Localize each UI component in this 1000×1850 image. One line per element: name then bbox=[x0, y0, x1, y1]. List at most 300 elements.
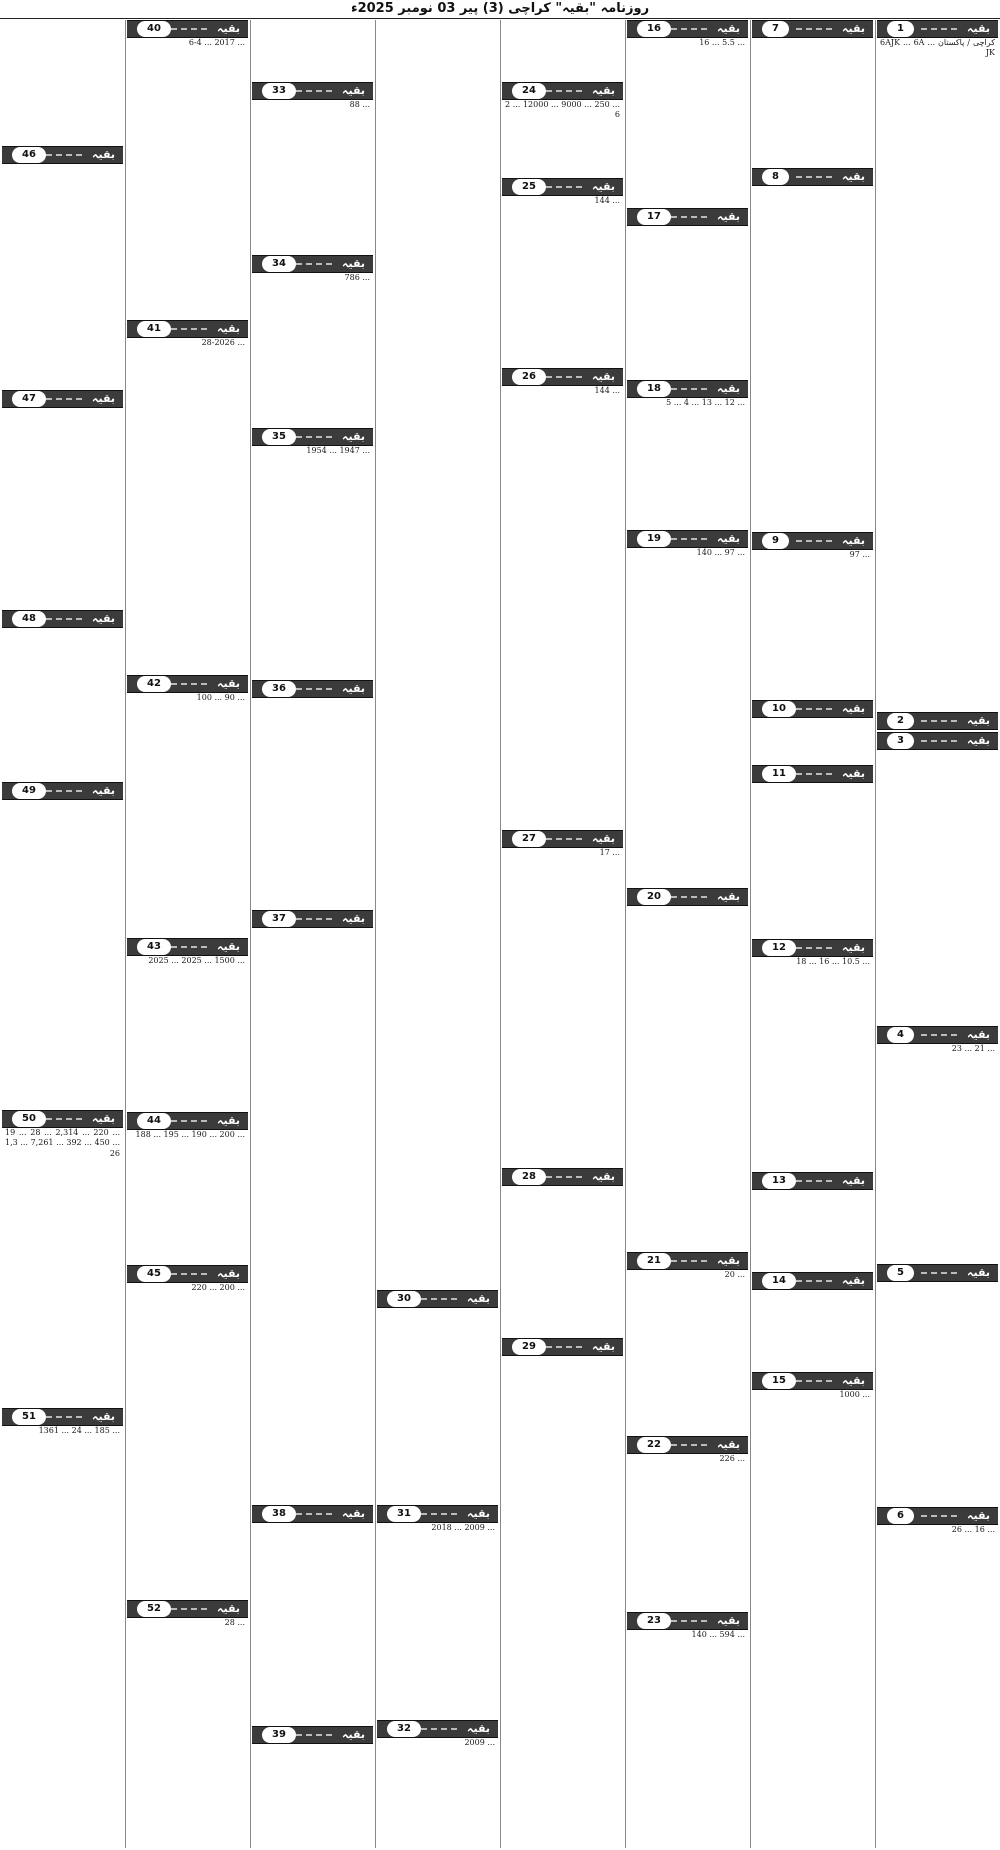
continuation-banner bbox=[502, 82, 623, 100]
banner-flourish-icon bbox=[171, 683, 208, 685]
banner-flourish-icon bbox=[46, 154, 83, 156]
banner-flourish-icon bbox=[171, 1273, 208, 1275]
banner-flourish-icon bbox=[296, 688, 333, 690]
continuation-text: ... 28 bbox=[224, 1618, 245, 1627]
continuation-label: بقیہ bbox=[592, 1170, 615, 1183]
continuation-banner bbox=[127, 1112, 248, 1130]
continuation-number: 27 bbox=[512, 831, 546, 847]
banner-flourish-icon bbox=[796, 773, 833, 775]
continuation-block bbox=[127, 320, 248, 675]
banner-flourish-icon bbox=[546, 376, 583, 378]
continuation-text bbox=[255, 928, 370, 1503]
continuation-banner bbox=[252, 428, 373, 446]
continuation-banner bbox=[127, 1600, 248, 1618]
continuation-block bbox=[252, 910, 373, 1505]
banner-flourish-icon bbox=[171, 946, 208, 948]
continuation-number: 11 bbox=[762, 766, 796, 782]
continuation-banner bbox=[627, 208, 748, 226]
continuation-block bbox=[2, 782, 123, 1110]
continuation-block bbox=[627, 530, 748, 888]
continuation-block bbox=[502, 178, 623, 368]
continuation-text bbox=[880, 750, 995, 1024]
continuation-text: ... 2009 ... 2018 bbox=[431, 1523, 495, 1532]
continuation-banner bbox=[627, 1252, 748, 1270]
continuation-banner bbox=[127, 320, 248, 338]
continuation-label: بقیہ bbox=[967, 1266, 990, 1279]
banner-flourish-icon bbox=[171, 1120, 208, 1122]
column-3 bbox=[627, 20, 748, 1848]
continuation-block bbox=[252, 1726, 373, 1848]
continuation-block bbox=[752, 1372, 873, 1848]
continuation-banner bbox=[627, 1612, 748, 1630]
continuation-banner bbox=[377, 1505, 498, 1523]
banner-flourish-icon bbox=[671, 1620, 708, 1622]
column-6 bbox=[252, 20, 373, 1848]
continuation-label: بقیہ bbox=[967, 734, 990, 747]
continuation-banner bbox=[752, 532, 873, 550]
continuation-banner bbox=[252, 82, 373, 100]
continuation-text: ... 594 ... 140 bbox=[691, 1630, 745, 1639]
continuation-number: 24 bbox=[512, 83, 546, 99]
continuation-block bbox=[127, 675, 248, 938]
continuation-banner bbox=[2, 1408, 123, 1426]
continuation-banner bbox=[627, 20, 748, 38]
continuation-label: بقیہ bbox=[842, 767, 865, 780]
continuation-text: ... 250 ... 9000 ... 12000 ... 26 bbox=[505, 100, 620, 120]
continuation-block bbox=[752, 1172, 873, 1272]
continuation-block bbox=[252, 82, 373, 255]
continuation-label: بقیہ bbox=[217, 677, 240, 690]
continuation-number: 5 bbox=[887, 1265, 914, 1281]
continuation-block bbox=[752, 532, 873, 700]
continuation-block bbox=[752, 765, 873, 939]
continuation-label: بقیہ bbox=[842, 1274, 865, 1287]
continuation-number: 46 bbox=[12, 147, 46, 163]
continuation-banner bbox=[752, 765, 873, 783]
continuation-text bbox=[755, 38, 870, 166]
continuation-block bbox=[877, 1507, 998, 1848]
continuation-label: بقیہ bbox=[92, 392, 115, 405]
continuation-number: 3 bbox=[887, 733, 914, 749]
continuation-label: بقیہ bbox=[467, 1292, 490, 1305]
continuation-banner bbox=[752, 1272, 873, 1290]
continuation-label: بقیہ bbox=[592, 832, 615, 845]
continuation-banner bbox=[127, 938, 248, 956]
column-2 bbox=[752, 20, 873, 1848]
continuation-number: 48 bbox=[12, 611, 46, 627]
continuation-label: بقیہ bbox=[92, 1410, 115, 1423]
continuation-number: 19 bbox=[637, 531, 671, 547]
banner-flourish-icon bbox=[546, 1346, 583, 1348]
continuation-text: ... 144 bbox=[594, 196, 620, 205]
continuation-banner bbox=[252, 255, 373, 273]
continuation-number: 13 bbox=[762, 1173, 796, 1189]
continuation-number: 40 bbox=[137, 21, 171, 37]
banner-flourish-icon bbox=[296, 1734, 333, 1736]
continuation-text bbox=[380, 1308, 495, 1503]
continuation-block bbox=[877, 20, 998, 712]
continuation-banner bbox=[752, 1372, 873, 1390]
banner-flourish-icon bbox=[296, 263, 333, 265]
column-8 bbox=[2, 20, 123, 1848]
continuation-label: بقیہ bbox=[967, 1509, 990, 1522]
continuation-label: بقیہ bbox=[467, 1507, 490, 1520]
continuation-banner bbox=[877, 1264, 998, 1282]
continuation-label: بقیہ bbox=[717, 1614, 740, 1627]
continuation-text bbox=[5, 628, 120, 780]
banner-flourish-icon bbox=[796, 708, 833, 710]
banner-flourish-icon bbox=[46, 1118, 83, 1120]
continuation-banner bbox=[752, 1172, 873, 1190]
banner-flourish-icon bbox=[796, 1380, 833, 1382]
continuation-banner bbox=[877, 1507, 998, 1525]
continuation-text: ... 20 bbox=[724, 1270, 745, 1279]
banner-flourish-icon bbox=[46, 1416, 83, 1418]
continuation-label: بقیہ bbox=[842, 1174, 865, 1187]
continuation-number: 51 bbox=[12, 1409, 46, 1425]
continuation-label: بقیہ bbox=[217, 22, 240, 35]
banner-flourish-icon bbox=[46, 398, 83, 400]
continuation-label: بقیہ bbox=[92, 612, 115, 625]
continuation-number: 41 bbox=[137, 321, 171, 337]
banner-flourish-icon bbox=[796, 540, 833, 542]
column-4 bbox=[502, 20, 623, 1848]
continuation-number: 9 bbox=[762, 533, 789, 549]
continuation-label: بقیہ bbox=[842, 702, 865, 715]
continuation-banner bbox=[627, 1436, 748, 1454]
continuation-block bbox=[502, 1168, 623, 1338]
continuation-text bbox=[505, 1186, 620, 1336]
banner-flourish-icon bbox=[921, 1515, 958, 1517]
continuation-number: 21 bbox=[637, 1253, 671, 1269]
continuation-number: 34 bbox=[262, 256, 296, 272]
column-5 bbox=[377, 20, 498, 1848]
continuation-text bbox=[505, 1356, 620, 1846]
column-lead-text bbox=[252, 20, 373, 82]
continuation-block bbox=[127, 938, 248, 1112]
continuation-number: 36 bbox=[262, 681, 296, 697]
column-rule bbox=[625, 20, 626, 1848]
continuation-label: بقیہ bbox=[342, 257, 365, 270]
banner-flourish-icon bbox=[296, 1513, 333, 1515]
continuation-number: 16 bbox=[637, 21, 671, 37]
continuation-text bbox=[255, 1744, 370, 1846]
continuation-block bbox=[377, 1290, 498, 1505]
continuation-text: ... 97 bbox=[849, 550, 870, 559]
continuation-text bbox=[255, 1523, 370, 1724]
continuation-text bbox=[255, 698, 370, 908]
continuation-block bbox=[2, 390, 123, 610]
banner-flourish-icon bbox=[171, 28, 208, 30]
continuation-number: 43 bbox=[137, 939, 171, 955]
continuation-block bbox=[752, 700, 873, 765]
column-rule bbox=[250, 20, 251, 1848]
continuation-label: بقیہ bbox=[842, 1374, 865, 1387]
continuation-banner bbox=[752, 168, 873, 186]
continuation-label: بقیہ bbox=[217, 1267, 240, 1280]
continuation-number: 20 bbox=[637, 889, 671, 905]
continuation-text bbox=[5, 408, 120, 608]
continuation-label: بقیہ bbox=[717, 890, 740, 903]
continuation-banner bbox=[252, 1726, 373, 1744]
banner-flourish-icon bbox=[671, 538, 708, 540]
banner-flourish-icon bbox=[671, 1444, 708, 1446]
continuation-block bbox=[627, 1252, 748, 1436]
continuation-number: 28 bbox=[512, 1169, 546, 1185]
continuation-number: 33 bbox=[262, 83, 296, 99]
continuation-block bbox=[627, 1436, 748, 1612]
continuation-text: ... 220 ... 2,314 ... 28 ... 19 ... 450 ... 392 ... 7,261 ... 1,326 bbox=[5, 1128, 120, 1158]
continuation-label: بقیہ bbox=[842, 941, 865, 954]
continuation-banner bbox=[2, 1110, 123, 1128]
continuation-number: 2 bbox=[887, 713, 914, 729]
continuation-text: ... 226 bbox=[719, 1454, 745, 1463]
masthead-rule bbox=[0, 18, 1000, 19]
continuation-block bbox=[377, 1720, 498, 1848]
continuation-label: بقیہ bbox=[467, 1722, 490, 1735]
column-lead-text bbox=[502, 20, 623, 82]
continuation-number: 29 bbox=[512, 1339, 546, 1355]
continuation-banner bbox=[252, 1505, 373, 1523]
banner-flourish-icon bbox=[921, 1272, 958, 1274]
column-1 bbox=[877, 20, 998, 1848]
continuation-banner bbox=[127, 1265, 248, 1283]
banner-flourish-icon bbox=[671, 28, 708, 30]
continuation-text: ... 1500 ... 2025 ... 2025 bbox=[148, 956, 245, 965]
banner-flourish-icon bbox=[46, 618, 83, 620]
continuation-number: 12 bbox=[762, 940, 796, 956]
continuation-number: 23 bbox=[637, 1613, 671, 1629]
continuation-banner bbox=[502, 1338, 623, 1356]
continuation-label: بقیہ bbox=[342, 84, 365, 97]
continuation-block bbox=[752, 168, 873, 532]
continuation-label: بقیہ bbox=[717, 210, 740, 223]
continuation-block bbox=[2, 1110, 123, 1408]
banner-flourish-icon bbox=[796, 1280, 833, 1282]
continuation-block bbox=[502, 368, 623, 830]
continuation-label: بقیہ bbox=[717, 1254, 740, 1267]
continuation-label: بقیہ bbox=[592, 370, 615, 383]
continuation-number: 42 bbox=[137, 676, 171, 692]
continuation-label: بقیہ bbox=[842, 170, 865, 183]
continuation-number: 10 bbox=[762, 701, 796, 717]
continuation-text: کراچی / پاکستان ... 6AJK ... 6AJK bbox=[880, 38, 995, 58]
continuation-text: ... 1000 bbox=[839, 1390, 870, 1399]
continuation-text bbox=[755, 1290, 870, 1370]
banner-flourish-icon bbox=[421, 1513, 458, 1515]
banner-flourish-icon bbox=[421, 1298, 458, 1300]
continuation-block bbox=[127, 1265, 248, 1600]
continuation-number: 45 bbox=[137, 1266, 171, 1282]
continuation-label: بقیہ bbox=[217, 940, 240, 953]
continuation-banner bbox=[877, 20, 998, 38]
continuation-block bbox=[627, 20, 748, 208]
continuation-number: 52 bbox=[137, 1601, 171, 1617]
continuation-number: 6 bbox=[887, 1508, 914, 1524]
banner-flourish-icon bbox=[921, 720, 958, 722]
banner-flourish-icon bbox=[46, 790, 83, 792]
continuation-label: بقیہ bbox=[592, 1340, 615, 1353]
continuation-text: ... 2017 ... 6-4 bbox=[188, 38, 245, 47]
continuation-banner bbox=[2, 390, 123, 408]
continuation-text: ... 1947 ... 1954 bbox=[306, 446, 370, 455]
continuation-text bbox=[630, 226, 745, 378]
banner-flourish-icon bbox=[671, 388, 708, 390]
continuation-block bbox=[2, 146, 123, 390]
banner-flourish-icon bbox=[546, 186, 583, 188]
continuation-banner bbox=[2, 146, 123, 164]
continuation-number: 35 bbox=[262, 429, 296, 445]
continuation-banner bbox=[502, 830, 623, 848]
continuation-block bbox=[2, 610, 123, 782]
continuation-label: بقیہ bbox=[342, 1507, 365, 1520]
continuation-banner bbox=[127, 20, 248, 38]
continuation-label: بقیہ bbox=[92, 1112, 115, 1125]
continuation-label: بقیہ bbox=[717, 532, 740, 545]
continuation-block bbox=[252, 680, 373, 910]
continuation-text: ... 200 ... 220 bbox=[191, 1283, 245, 1292]
continuation-banner bbox=[502, 1168, 623, 1186]
banner-flourish-icon bbox=[296, 436, 333, 438]
continuation-label: بقیہ bbox=[717, 382, 740, 395]
continuation-text: ... 2009 bbox=[464, 1738, 495, 1747]
continuation-banner bbox=[2, 610, 123, 628]
continuation-text: ... 12 ... 13 ... 4 ... 5 bbox=[666, 398, 745, 407]
continuation-text: ... 10.5 ... 16 ... 18 bbox=[796, 957, 870, 966]
column-rule bbox=[500, 20, 501, 1848]
continuation-label: بقیہ bbox=[592, 84, 615, 97]
banner-flourish-icon bbox=[921, 28, 958, 30]
banner-flourish-icon bbox=[171, 328, 208, 330]
continuation-banner bbox=[127, 675, 248, 693]
continuation-label: بقیہ bbox=[217, 322, 240, 335]
continuation-label: بقیہ bbox=[342, 682, 365, 695]
continuation-banner bbox=[877, 732, 998, 750]
banner-flourish-icon bbox=[921, 740, 958, 742]
continuation-block bbox=[502, 1338, 623, 1848]
continuation-block bbox=[752, 20, 873, 168]
continuation-number: 15 bbox=[762, 1373, 796, 1389]
banner-flourish-icon bbox=[671, 216, 708, 218]
continuation-label: بقیہ bbox=[842, 22, 865, 35]
continuation-number: 18 bbox=[637, 381, 671, 397]
continuation-text bbox=[5, 800, 120, 1108]
continuation-banner bbox=[752, 700, 873, 718]
continuation-number: 17 bbox=[637, 209, 671, 225]
column-7 bbox=[127, 20, 248, 1848]
continuation-label: بقیہ bbox=[967, 1028, 990, 1041]
continuation-label: بقیہ bbox=[967, 714, 990, 727]
continuation-label: بقیہ bbox=[342, 1728, 365, 1741]
continuation-block bbox=[752, 1272, 873, 1372]
banner-flourish-icon bbox=[671, 896, 708, 898]
continuation-number: 31 bbox=[387, 1506, 421, 1522]
continuation-banner bbox=[502, 368, 623, 386]
continuation-label: بقیہ bbox=[342, 912, 365, 925]
banner-flourish-icon bbox=[546, 1176, 583, 1178]
banner-flourish-icon bbox=[921, 1034, 958, 1036]
column-rule bbox=[875, 20, 876, 1848]
continuation-banner bbox=[2, 782, 123, 800]
continuation-block bbox=[127, 1600, 248, 1848]
continuation-banner bbox=[877, 712, 998, 730]
continuation-number: 22 bbox=[637, 1437, 671, 1453]
continuation-banner bbox=[877, 1026, 998, 1044]
banner-flourish-icon bbox=[171, 1608, 208, 1610]
continuation-label: بقیہ bbox=[217, 1114, 240, 1127]
continuation-number: 50 bbox=[12, 1111, 46, 1127]
continuation-block bbox=[877, 732, 998, 1026]
continuation-text: ... 16 ... 26 bbox=[951, 1525, 995, 1534]
continuation-number: 32 bbox=[387, 1721, 421, 1737]
continuation-block bbox=[377, 1505, 498, 1720]
continuation-block bbox=[252, 255, 373, 428]
continuation-label: بقیہ bbox=[842, 534, 865, 547]
continuation-text bbox=[880, 1282, 995, 1505]
continuation-block bbox=[627, 1612, 748, 1848]
column-rule bbox=[125, 20, 126, 1848]
continuation-text: ... 786 bbox=[344, 273, 370, 282]
continuation-banner bbox=[752, 939, 873, 957]
continuation-text: ... 28-2026 bbox=[201, 338, 245, 347]
column-lead-text bbox=[377, 20, 498, 1290]
continuation-block bbox=[127, 1112, 248, 1265]
continuation-label: بقیہ bbox=[717, 1438, 740, 1451]
continuation-number: 39 bbox=[262, 1727, 296, 1743]
continuation-text: ... 90 ... 100 bbox=[196, 693, 245, 702]
banner-flourish-icon bbox=[296, 90, 333, 92]
continuation-number: 44 bbox=[137, 1113, 171, 1129]
continuation-text bbox=[755, 783, 870, 937]
continuation-number: 26 bbox=[512, 369, 546, 385]
continuation-block bbox=[877, 1264, 998, 1507]
continuation-banner bbox=[252, 680, 373, 698]
banner-flourish-icon bbox=[546, 838, 583, 840]
banner-flourish-icon bbox=[796, 28, 833, 30]
continuation-block bbox=[627, 380, 748, 530]
continuation-text bbox=[5, 164, 120, 388]
continuation-number: 47 bbox=[12, 391, 46, 407]
continuation-banner bbox=[627, 530, 748, 548]
continuation-block bbox=[502, 82, 623, 178]
continuation-number: 49 bbox=[12, 783, 46, 799]
continuation-number: 30 bbox=[387, 1291, 421, 1307]
continuation-label: بقیہ bbox=[342, 430, 365, 443]
banner-flourish-icon bbox=[796, 176, 833, 178]
continuation-text bbox=[755, 186, 870, 530]
banner-flourish-icon bbox=[671, 1260, 708, 1262]
continuation-banner bbox=[252, 910, 373, 928]
continuation-block bbox=[877, 1026, 998, 1264]
continuation-text: ... 144 bbox=[594, 386, 620, 395]
continuation-number: 1 bbox=[887, 21, 914, 37]
continuation-block bbox=[127, 20, 248, 320]
column-rule bbox=[750, 20, 751, 1848]
masthead: روزنامہ "بقیہ" کراچی (3) پیر 03 نومبر 2025ء bbox=[350, 1, 650, 16]
continuation-banner bbox=[377, 1290, 498, 1308]
continuation-text: ... 185 ... 24 ... 1361 bbox=[38, 1426, 120, 1435]
continuation-banner bbox=[627, 380, 748, 398]
continuation-block bbox=[252, 428, 373, 680]
continuation-text: ... 200 ... 190 ... 195 ... 188 bbox=[135, 1130, 245, 1139]
continuation-label: بقیہ bbox=[967, 22, 990, 35]
banner-flourish-icon bbox=[421, 1728, 458, 1730]
continuation-number: 4 bbox=[887, 1027, 914, 1043]
continuation-label: بقیہ bbox=[717, 22, 740, 35]
continuation-text: ... 17 bbox=[599, 848, 620, 857]
banner-flourish-icon bbox=[546, 90, 583, 92]
continuation-text: ... 5.5 ... 16 bbox=[699, 38, 745, 47]
